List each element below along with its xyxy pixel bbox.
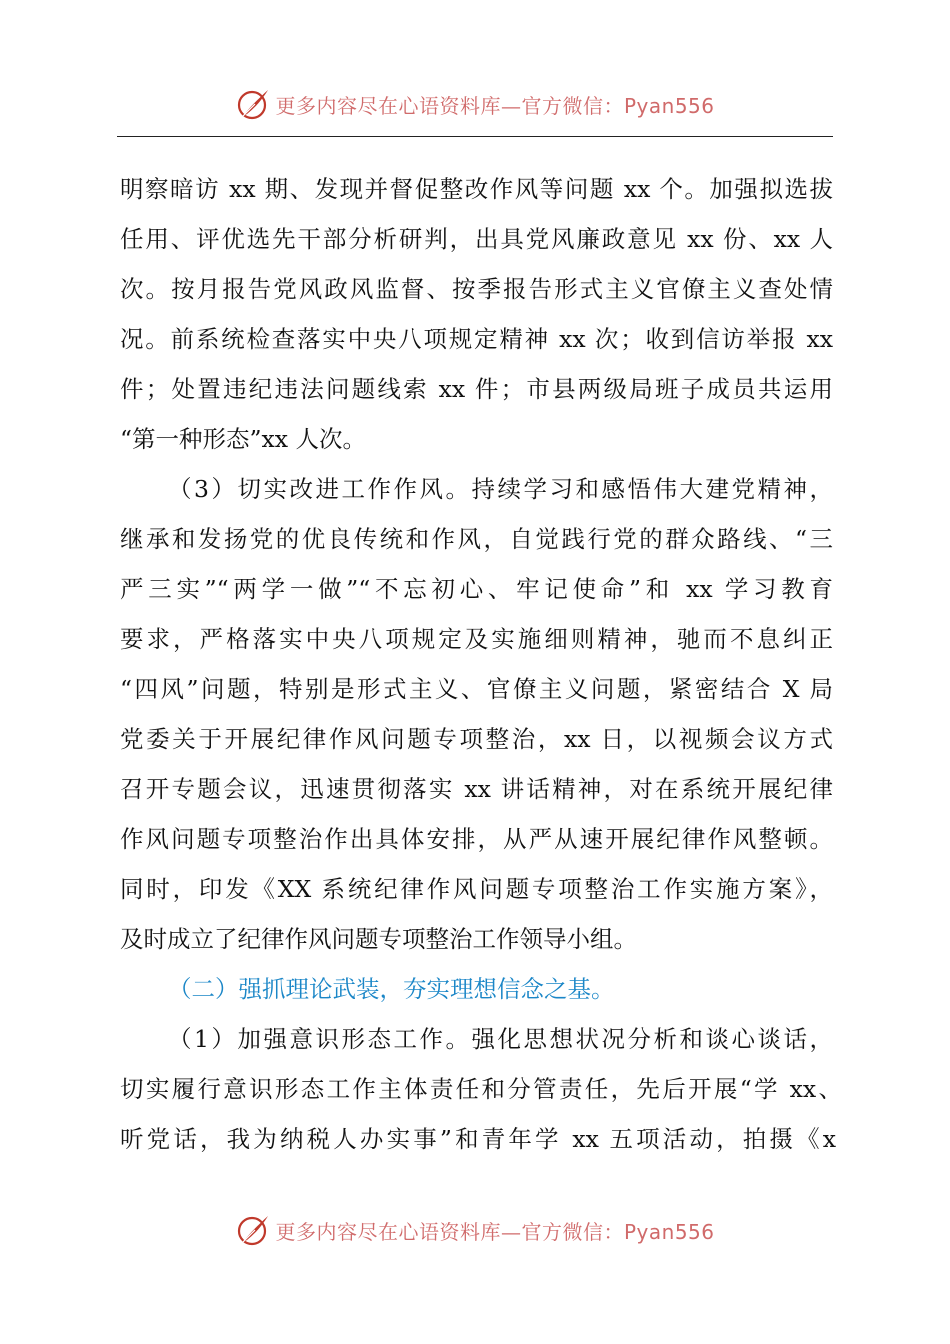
text-line: 听党话，我为纳税人办实事”和青年学 xx 五项活动，拍摄《x [120,1125,836,1153]
section-heading: （二）强抓理论武装，夯实理想信念之基。 [168,975,615,1003]
text-line: 况。前系统检查落实中央八项规定精神 xx 次；收到信访举报 xx [120,325,833,353]
text-line: 任用、评优选先干部分析研判，出具党风廉政意见 xx 份、xx 人 [120,225,833,253]
banner-text [275,1216,714,1245]
text-line: 召开专题会议，迅速贯彻落实 xx 讲话精神，对在系统开展纪律 [120,775,833,803]
text-line: “第一种形态”xx 人次。 [120,425,367,453]
text-line: 件；处置违纪违法问题线索 xx 件；市县两级局班子成员共运用 [120,375,833,403]
paragraph-start-line: （1）加强意识形态工作。强化思想状况分析和谈心谈话， [168,1025,833,1053]
text-line: 严三实”“两学一做”“不忘初心、牢记使命”和 xx 学习教育 [120,575,833,603]
text-line: 次。按月报告党风政风监督、按季报告形式主义官僚主义查处情 [120,275,833,303]
banner-text [275,90,714,119]
text-line: 党委关于开展纪律作风问题专项整治，xx 日，以视频会议方式 [120,725,833,753]
text-line: 继承和发扬党的优良传统和作风，自觉践行党的群众路线、“三 [120,525,833,553]
quill-pen-logo-icon [235,1212,271,1248]
text-line: 作风问题专项整治作出具体安排，从严从速开展纪律作风整顿。 [120,825,833,853]
quill-pen-logo-icon [235,86,271,122]
header-banner [0,84,950,124]
text-line: 明察暗访 xx 期、发现并督促整改作风等问题 xx 个。加强拟选拔 [120,175,833,203]
text-line: 及时成立了纪律作风问题专项整治工作领导小组。 [120,925,637,953]
banner-label: 更多内容尽在心语资料库—官方微信： [275,93,624,118]
text-line: 同时，印发《XX 系统纪律作风问题专项整治工作实施方案》， [120,875,833,903]
header-rule [117,136,833,137]
text-line: 切实履行意识形态工作主体责任和分管责任，先后开展“学 xx、 [120,1075,842,1103]
paragraph-start-line: （3）切实改进工作作风。持续学习和感悟伟大建党精神， [168,475,833,503]
text-line: 要求，严格落实中央八项规定及实施细则精神，驰而不息纠正 [120,625,833,653]
wechat-id: Pyan556 [623,1219,715,1244]
wechat-id: Pyan556 [623,93,715,118]
footer-banner [0,1210,950,1250]
banner-label: 更多内容尽在心语资料库—官方微信： [275,1219,624,1244]
text-line: “四风”问题，特别是形式主义、官僚主义问题，紧密结合 X 局 [120,675,833,703]
